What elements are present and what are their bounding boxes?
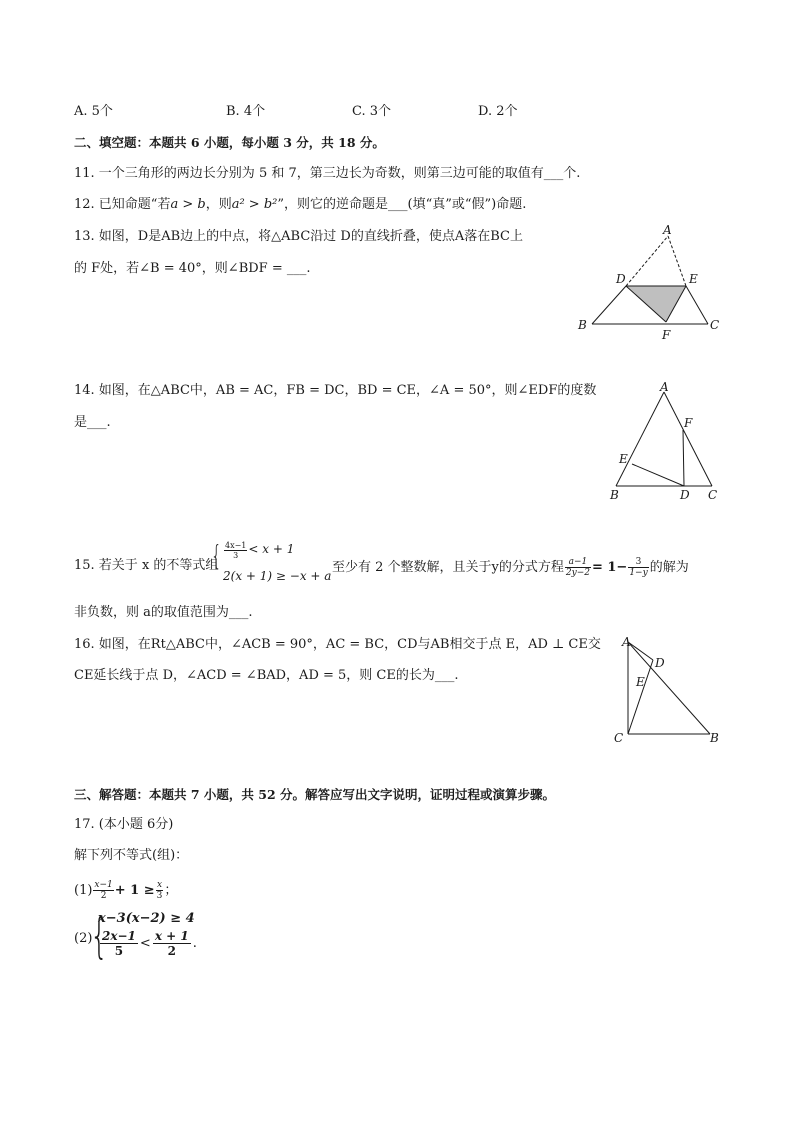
q13-line-bd [592,286,626,324]
q17-p2-line1: x−3(x−2) ≥ 4 [98,911,195,926]
q12-condition: a > b [170,197,206,212]
q15-eq: = 1− [591,560,628,575]
q15-mid-text: 至少有 2 个整数解，且关于y的分式方程 [332,560,564,575]
q17-p1-end: ； [164,883,178,898]
q15-ineq1 [223,541,294,560]
q13-label-a: A [663,223,672,237]
q15-pre: 15. 若关于 x 的不等式组 [74,558,219,573]
q14-line-df [683,430,684,486]
choice-d: D. 2个 [478,104,518,119]
q13-line1: 13. 如图，D是AB边上的中点，将△ABC沿过 D的直线折叠，使点A落在BC上 [74,229,523,244]
q14-label-a: A [660,382,669,394]
choice-c: C. 3个 [352,104,392,119]
q15-ineq1-rest: < x + 1 [248,542,295,556]
q16-line2: CE延长线于点 D，∠ACD = ∠BAD，AD = 5，则 CE的长为___. [74,668,459,683]
q12-conclusion: a² > b² [231,197,278,212]
q13-line2: 的 F处，若∠B = 40°，则∠BDF = ___. [74,261,311,276]
q12-mid: ，则 [205,197,232,212]
q17-instruction: 解下列不等式(组)： [74,848,189,863]
q12-text [74,196,526,214]
q17-p1-frac2: $\frac{x}{3}$ [156,880,163,901]
q17-p1-frac1: $\frac{x-1}{2}$ [94,880,113,901]
q14-line1: 14. 如图，在△ABC中，AB = AC，FB = DC，BD = CE，∠A = 50°，则∠EDF的度数 [74,383,597,398]
q17-p1-mid: + 1 ≥ [114,883,155,898]
q15-ineq1-frac: $\frac{4x-1}{3}$ [225,541,247,560]
q14-line-ac [664,392,712,486]
q17-p1-label: (1) [74,883,93,898]
choice-a: A. 5个 [74,104,113,119]
q12-post: ”，则它的逆命题是___(填“真”或“假”)命题. [277,197,527,212]
q13-label-e: E [689,272,698,286]
q13-label-b: B [578,318,587,332]
q14-label-f: F [684,416,693,430]
q15-brace: { [211,539,222,572]
q15-frac2: $\frac{3}{1-y}$ [629,557,648,578]
q13-label-f: F [662,328,671,342]
q14-label-e: E [619,452,628,466]
q17-p2-frac1: $\frac{2x-1}{5}$ [102,929,136,958]
q13-shaded-triangle [626,286,686,322]
q16-line-ad [628,642,653,660]
q17-p2-frac2: $\frac{x + 1}{2}$ [154,929,189,958]
q17-part1 [74,878,177,904]
q16-label-c: C [614,731,624,745]
q15-mid [332,557,689,578]
section3-title: 三、解答题：本题共 7 小题，共 52 分。解答应写出文字说明，证明过程或演算步骤。 [74,787,556,802]
q17-header: 17. (本小题 6分) [74,817,174,832]
q14-line-ab [616,392,664,486]
q14-label-c: C [708,488,718,502]
q16-label-a: A [622,635,631,649]
q15-ineq2: 2(x + 1) ≥ −x + a [223,569,332,583]
section2-title: 二、填空题：本题共 6 小题，每小题 3 分，共 18 分。 [74,135,385,150]
q13-line-ec [686,286,708,324]
q16-line-cd [628,660,653,734]
q17-p2-brace: { [90,908,109,964]
q17-p2-lt: < [139,936,151,951]
q14-label-b: B [610,488,619,502]
q13-dashed-ae [668,236,686,286]
q13-dashed-da [626,236,668,286]
q16-line1: 16. 如图，在Rt△ABC中，∠ACB = 90°，AC = BC，CD与AB相交于点 E，AD ⊥ CE交 [74,637,601,652]
q11-text: 11. 一个三角形的两边长分别为 5 和 7，第三边长为奇数，则第三边可能的取值有___个. [74,166,581,181]
q16-label-e: E [636,675,645,689]
q14-label-d: D [680,488,690,502]
q13-label-d: D [616,272,626,286]
q14-line2: 是___. [74,415,111,430]
q15-post: 的解为 [649,560,689,575]
choice-b: B. 4个 [226,104,266,119]
q16-label-b: B [710,731,719,745]
q17-p2-label: (2) [74,931,93,946]
q14-line-ed [632,464,684,486]
q17-p2-end: . [192,936,197,951]
q13-label-c: C [710,318,720,332]
q15-frac1: $\frac{a-1}{2y-2}$ [565,557,590,578]
q15-line2: 非负数，则 a的取值范围为___. [74,605,253,620]
q17-p2-line2 [98,928,197,960]
q14-figure [600,382,730,504]
q13-figure [570,222,730,347]
q16-figure [608,632,728,747]
q16-label-d: D [655,656,665,670]
q12-pre: 12. 已知命题“若 [74,197,171,212]
